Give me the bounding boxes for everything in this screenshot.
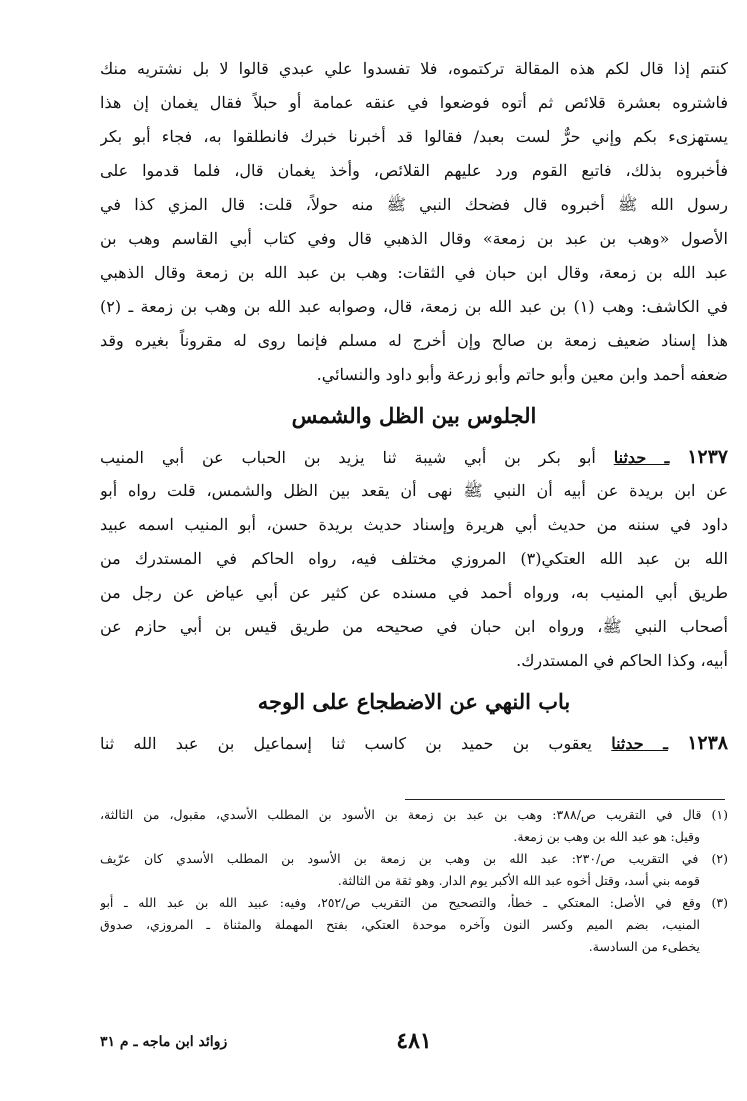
text-line: هذا إسناد ضعيف زمعة بن صالح وإن أخرج له مسلم فإنما روى له مقروناً بغيره وقد xyxy=(100,331,728,350)
footnote-line: (٢) في التقريب ص/٢٣٠: عبد الله بن وهب بن زمعة بن الأسود بن المطلب الأسدي كان عرّيف xyxy=(100,851,728,866)
footnote-line: (١) قال في التقريب ص/٣٨٨: وهب بن عبد بن زمعة بن الأسود بن المطلب الأسدي، مقبول، من الثالثة، xyxy=(100,807,728,822)
footnote-line: المنيب، بضم الميم وكسر النون وآخره موحدة العتكي، بفتح المهملة والمثناة ـ المروزي، صدوق xyxy=(100,917,700,932)
text-line: طريق أبي المنيب به، ورواه أحمد في مسنده عن كثير عن أبي عياض عن رجل من xyxy=(100,583,728,602)
section-heading: الجلوس بين الظل والشمس xyxy=(291,403,537,428)
text-line: يستهزىء بكم وإني حرٌّ لست بعبد/ فقالوا قد أخبرنا خبرك فانطلقوا به، فجاء أبو بكر xyxy=(100,127,728,146)
text-line: في الكاشف: وهب (١) بن عبد الله بن زمعة، قال، وصوابه عبد الله بن وهب بن زمعة ـ (٢) xyxy=(100,297,728,316)
footnote-line: قومه بني أسد، وقتل أخوه عبد الله الأكبر يوم الدار. وهو ثقة من الثالثة. xyxy=(337,873,700,888)
footnotes xyxy=(100,804,728,958)
text-line: رسول الله ﷺ أخبروه قال فضحك النبي ﷺ منه حولاً، قلت: قال المزي كذا في xyxy=(100,195,728,214)
page-footer xyxy=(100,1024,728,1064)
page-number: ٤٨١ xyxy=(396,1028,432,1054)
text-line: الله بن عبد الله العتكي(٣) المروزي مختلف فيه، رواه الحاكم في المستدرك من xyxy=(100,549,728,568)
text-line: أصحاب النبي ﷺ، ورواه ابن حبان في صحيحه من طريق قيس بن أبي حازم عن xyxy=(100,617,728,636)
hadith-first-line xyxy=(100,726,728,760)
chapter-heading: باب النهي عن الاضطجاع على الوجه xyxy=(257,689,571,714)
footnote-line: (٣) وقع في الأصل: المعتكي ـ خطأ، والتصحيح من التقريب ص/٢٥٢، وفيه: عبيد الله بن عبد الله ـ أبو xyxy=(100,895,728,910)
haddathana-label: ـ حدثنا xyxy=(613,448,670,467)
hadith-text: أبو بكر بن أبي شيبة ثنا يزيد بن الحباب عن أبي المنيب xyxy=(100,448,596,467)
haddathana-label: ـ حدثنا xyxy=(611,734,668,753)
main-text xyxy=(100,52,728,760)
text-line: داود في سننه من حديث أبي هريرة وإسناد حديث بريدة حسن، أبو المنيب اسمه عبيد xyxy=(100,515,728,534)
text-line: أبيه، وكذا الحاكم في المستدرك. xyxy=(516,651,728,670)
hadith-first-line xyxy=(100,440,728,474)
text-line: فأخبروه بذلك، فاتبع القوم ورد عليهم القلائص، وأخذ يغمان قال، فلما قدموا على xyxy=(100,161,728,180)
text-line: عن ابن بريدة عن أبيه أن النبي ﷺ نهى أن يقعد بين الظل والشمس، قلت رواه أبو xyxy=(100,481,728,500)
footnote-line: وقيل: هو عبد الله بن وهب بن زمعة. xyxy=(513,829,700,844)
text-line: ضعفه أحمد وابن معين وأبو حاتم وأبو زرعة وأبو داود والنسائي. xyxy=(316,365,728,384)
hadith-text: يعقوب بن حميد بن كاسب ثنا إسماعيل بن عبد الله ثنا xyxy=(100,734,593,753)
running-title: زوائد ابن ماجه ـ م ٣١ xyxy=(100,1034,228,1050)
footnote-line: يخطىء من السادسة. xyxy=(588,939,700,954)
footnote-divider xyxy=(405,799,725,800)
hadith-number: ١٢٣٨ xyxy=(687,732,728,754)
text-line: الأصول «وهب بن عبد بن زمعة» وقال الذهبي قال وفي كتاب أبي القاسم وهب بن xyxy=(100,229,728,248)
text-line: فاشتروه بعشرة قلائص ثم أتوه فوضعوا في عنقه عمامة أو حبلاً فقال يغمان إن هذا xyxy=(100,93,728,112)
hadith-number: ١٢٣٧ xyxy=(687,446,728,468)
text-line: كنتم إذا قال لكم هذه المقالة تركتموه، فلا تفسدوا علي عبدي قالوا لا بل نشتريه منك xyxy=(100,59,728,78)
text-line: عبد الله بن زمعة، وقال ابن حبان في الثقات: وهب بن عبد الله بن زمعة وقال الذهبي xyxy=(100,263,728,282)
